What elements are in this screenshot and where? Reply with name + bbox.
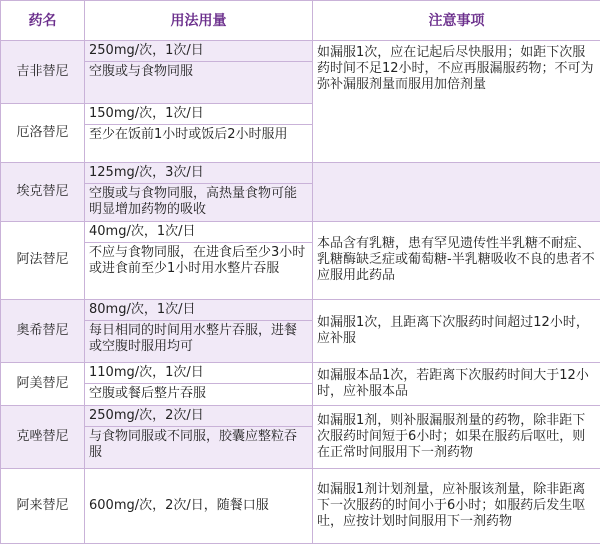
note-cell: 如漏服1次，且距离下次服药时间超过12小时，应补服 <box>313 300 600 363</box>
note-cell: 本品含有乳糖，患有罕见遗传性半乳糖不耐症、乳糖酶缺乏症或葡萄糖-半乳糖吸收不良的患者不应服用此药品 <box>313 221 600 299</box>
table-row <box>1 405 600 426</box>
header-drug-name: 药名 <box>1 1 85 41</box>
dose-cell: 125mg/次，3次/日 <box>85 162 313 183</box>
dose-cell: 600mg/次，2次/日，随餐口服 <box>85 468 313 543</box>
note-cell: 如漏服1剂计划剂量，应补服该剂量，除非距离下一次服药的时间小于6小时；如服药后发生呕吐，应按计划时间服用下一剂药物 <box>313 468 600 543</box>
table-row <box>1 41 600 62</box>
table-row <box>1 162 600 183</box>
dose-cell: 250mg/次，2次/日 <box>85 405 313 426</box>
header-dosage: 用法用量 <box>85 1 313 41</box>
dose-cell: 250mg/次，1次/日 <box>85 41 313 62</box>
usage-cell: 空腹或与食物同服 <box>85 62 313 104</box>
note-cell: 如漏服1剂，则补服漏服剂量的药物，除非距下次服药时间短于6小时；如果在服药后呕吐，则在正常时间服用下一剂药物 <box>313 405 600 468</box>
usage-cell: 空腹或与食物同服，高热量食物可能明显增加药物的吸收 <box>85 184 313 222</box>
table-row <box>1 221 600 242</box>
header-notes: 注意事项 <box>313 1 600 41</box>
table-row <box>1 363 600 384</box>
dose-cell: 110mg/次，1次/日 <box>85 363 313 384</box>
drug-name: 阿来替尼 <box>1 468 85 543</box>
note-cell: 如漏服1次，应在记起后尽快服用；如距下次服药时间不足12小时，不应再服漏服药物；不可为弥补漏服剂量而服用加倍剂量 <box>313 41 600 163</box>
table-row <box>1 468 600 543</box>
usage-cell: 每日相同的时间用水整片吞服，进餐或空腹时服用均可 <box>85 321 313 363</box>
drug-name: 厄洛替尼 <box>1 103 85 162</box>
drug-name: 阿美替尼 <box>1 363 85 406</box>
drug-name: 埃克替尼 <box>1 162 85 221</box>
dose-cell: 150mg/次，1次/日 <box>85 103 313 124</box>
usage-cell: 不应与食物同服，在进食后至少3小时或进食前至少1小时用水整片吞服 <box>85 243 313 300</box>
usage-cell: 与食物同服或不同服，胶囊应整粒吞服 <box>85 427 313 469</box>
dose-cell: 80mg/次，1次/日 <box>85 300 313 321</box>
dose-cell: 40mg/次，1次/日 <box>85 221 313 242</box>
drug-name: 克唑替尼 <box>1 405 85 468</box>
drug-name: 奥希替尼 <box>1 300 85 363</box>
table-row <box>1 300 600 321</box>
note-cell-empty <box>313 162 600 221</box>
usage-cell: 空腹或餐后整片吞服 <box>85 384 313 405</box>
drug-name: 吉非替尼 <box>1 41 85 104</box>
usage-cell: 至少在饭前1小时或饭后2小时服用 <box>85 125 313 163</box>
header-row <box>1 1 600 41</box>
note-cell: 如漏服本品1次，若距离下次服药时间大于12小时，应补服本品 <box>313 363 600 406</box>
drug-name: 阿法替尼 <box>1 221 85 299</box>
